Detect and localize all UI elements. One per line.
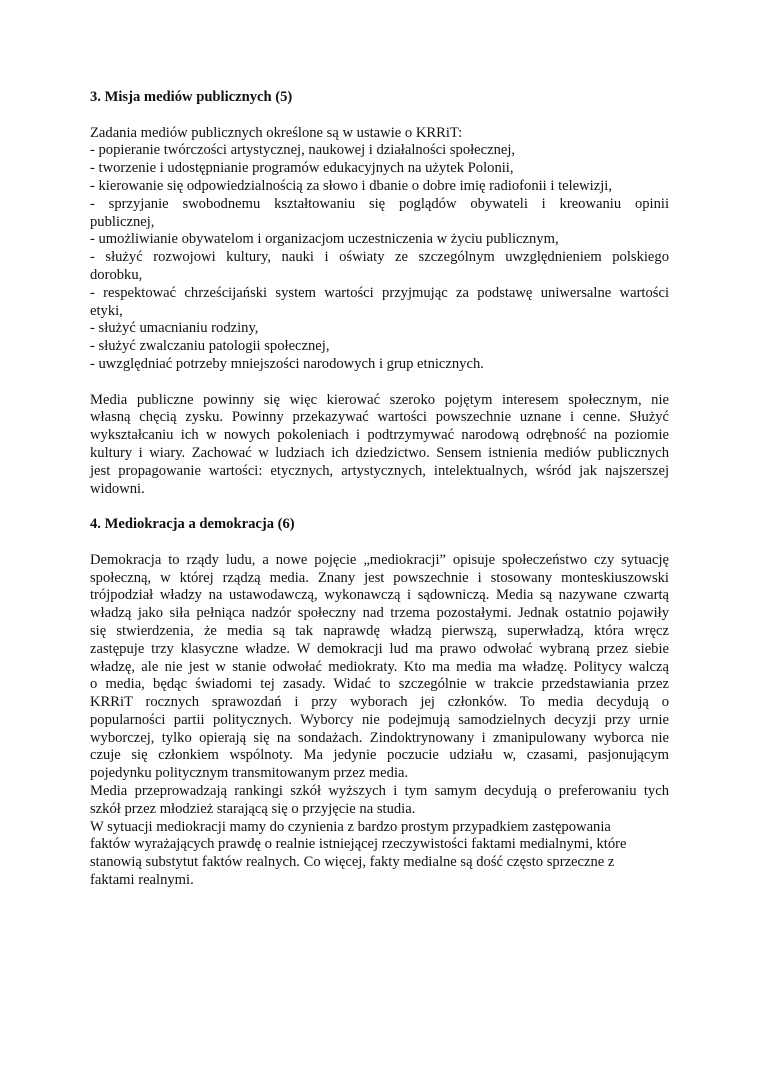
text-line: faktów wyrażających prawdę o realnie istniejącej rzeczywistości faktami medialnymi, które [90,836,627,853]
text-line: szkół przez młodzież starającą się o przyjęcie na studia. [90,800,416,817]
text-line: - tworzenie i udostępnianie programów edukacyjnych na użytek Polonii, [90,160,514,177]
spacer [90,498,669,516]
document-body [90,89,669,890]
text-line: władzę, ale nie jest w stanie odwołać mediokraty. Kto ma media ma władzę. Politycy walczą [90,658,669,675]
section-4-paragraph-1 [90,552,669,783]
text-line: jest propagowanie wartości: etycznych, artystycznych, intelektualnych, wśród jak najszerszej [90,462,669,479]
text-line: własną chęcią zysku. Powinny przekazywać wartości powszechnie uznane i cenne. Służyć [90,409,669,426]
spacer [90,107,669,125]
section-4-paragraph-2 [90,783,669,819]
text-line: czuje się członkiem wspólnoty. Ma jedynie poczucie udziału w, czasami, pasjonującym [90,747,669,764]
text-line: etyki, [90,302,123,319]
section-4-paragraph-3 [90,819,669,890]
text-line: kultury i wiary. Zachować w ludziach ich dziedzictwo. Sensem istnienia mediów publicznych [90,444,669,461]
section-3-paragraph [90,392,669,499]
text-line: - służyć rozwojowi kultury, nauki i oświaty ze szczególnym uwzględnieniem polskiego [90,249,669,266]
text-line: społeczną, w której rządzą media. Znany jest powszechnie i stosowany monteskiuszowski [90,569,669,586]
text-line: władzą jako siła pełniąca nadzór społeczny nad trzema pozostałymi. Jednak ostatnio pojawiły [90,605,669,622]
text-line: W sytuacji mediokracji mamy do czynienia z bardzo prostym przypadkiem zastępowania [90,818,611,835]
text-line: faktami realnymi. [90,872,194,889]
text-line: Media przeprowadzają rankingi szkół wyższych i tym samym decydują o preferowaniu tych [90,783,669,800]
text-line: stanowią substytut faktów realnych. Co więcej, fakty medialne są dość często sprzeczne z [90,854,615,871]
section-3-intro: Zadania mediów publicznych określone są w ustawie o KRRiT: [90,124,463,141]
text-line: trójpodział władzy na ustawodawczą, wykonawczą i sądowniczą. Media są nazywane czwartą [90,587,669,604]
text-line: wyborczej, tylko opierają się na sondażach. Zindoktrynowany i zmanipulowany wyborca nie [90,729,669,746]
text-line: Demokracja to rządy ludu, a nowe pojęcie „mediokracji” opisuje społeczeństwo czy sytuację [90,551,669,568]
text-line: o media, będąc świadomi tej zasady. Widać to szczególnie w trakcie przedstawiania przez [90,676,669,693]
text-line: widowni. [90,480,145,497]
section-3-heading: 3. Misja mediów publicznych (5) [90,89,293,105]
text-line: Media publiczne powinny się więc kierować szeroko pojętym interesem społecznym, nie [90,391,669,408]
text-line: - służyć zwalczaniu patologii społecznej, [90,338,330,355]
text-line: - respektować chrześcijański system wartości przyjmując za podstawę uniwersalne wartości [90,284,669,301]
text-line: się stwierdzenia, że media są tak naprawdę władzą pierwszą, superwładzą, która wręcz [90,622,669,639]
text-line: pojedynku politycznym transmitowanym przez media. [90,765,409,782]
text-line: KRRiT rocznych sprawozdań i przy wyborach jej członków. To media decydują o [90,694,669,711]
text-line: popularności partii politycznych. Wyborcy nie podejmują samodzielnych decyzji przy urnie [90,711,669,728]
text-line: - kierowanie się odpowiedzialnością za słowo i dbanie o dobre imię radiofonii i telewizji, [90,177,612,194]
text-line: - służyć umacnianiu rodziny, [90,320,259,337]
text-line: - popieranie twórczości artystycznej, naukowej i działalności społecznej, [90,142,516,159]
text-line: - sprzyjanie swobodnemu kształtowaniu się poglądów obywateli i kreowaniu opinii [90,195,669,212]
text-line: wykształcaniu ich w nowych pokoleniach i podtrzymywać narodową odrębność na poziomie [90,427,669,444]
text-line: - umożliwianie obywatelom i organizacjom uczestniczenia w życiu publicznym, [90,231,559,248]
text-line: publicznej, [90,213,155,230]
text-line: - uwzględniać potrzeby mniejszości narodowych i grup etnicznych. [90,355,484,372]
text-line: dorobku, [90,266,143,283]
spacer [90,534,669,552]
section-4-heading: 4. Mediokracja a demokracja (6) [90,516,295,533]
text-line: zastępuje trzy klasyczne władze. W demokracji lud ma prawo odwołać wybraną przez siebie [90,640,669,657]
spacer [90,374,669,392]
section-3-task-list [90,142,669,373]
